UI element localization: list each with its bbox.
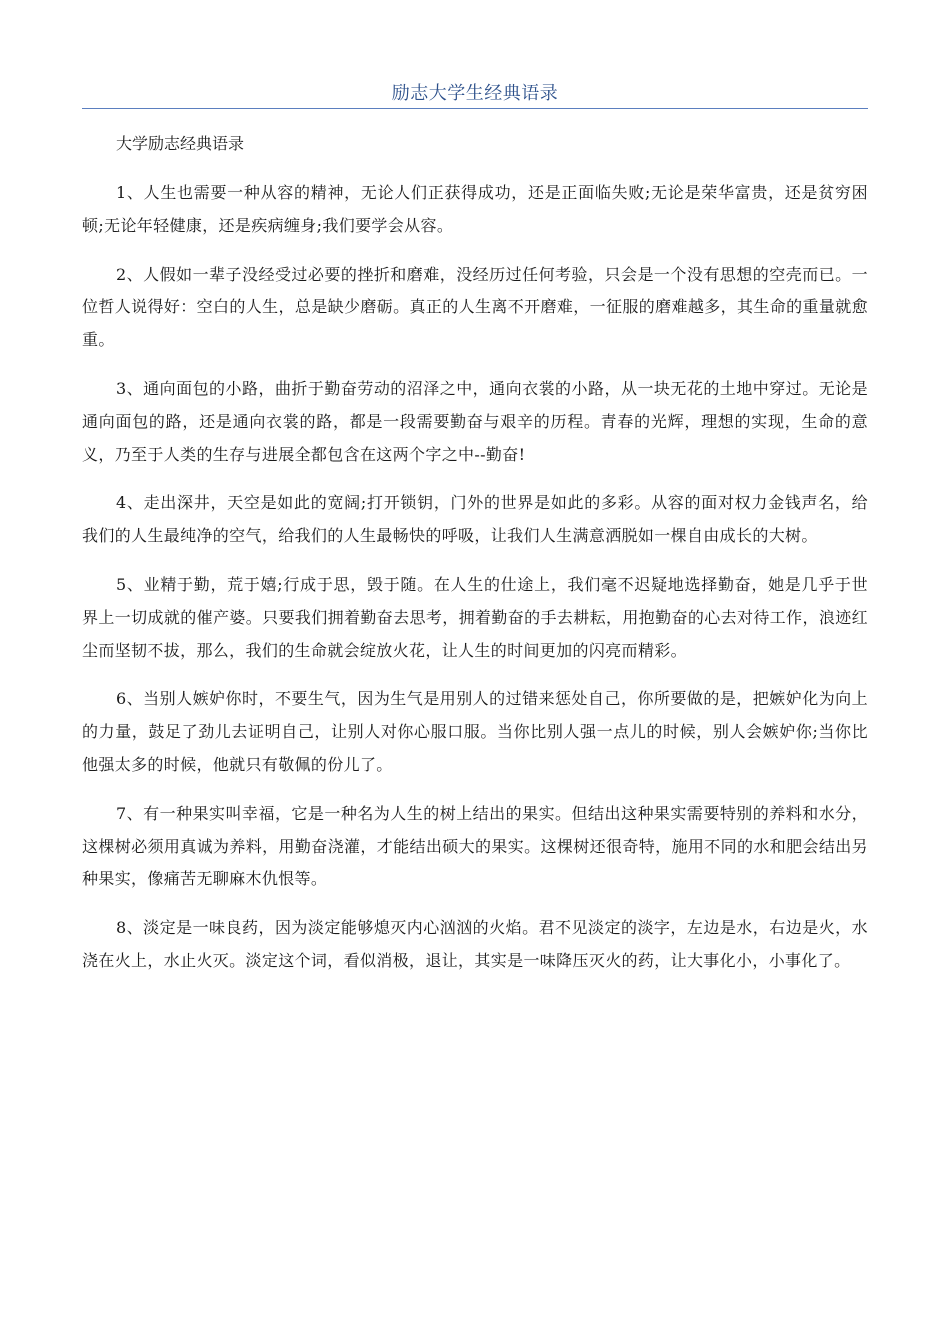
paragraph-1: 1、人生也需要一种从容的精神，无论人们正获得成功，还是正面临失败;无论是荣华富贵，还是贫穷困顿;无论年轻健康，还是疾病缠身;我们要学会从容。 (82, 183, 868, 235)
paragraph-6: 6、当别人嫉妒你时，不要生气，因为生气是用别人的过错来惩处自己，你所要做的是，把嫉妒化为向上的力量，鼓足了劲儿去证明自己，让别人对你心服口服。当你比别人强一点儿的时候，别人会嫉妒你;当你比他强太多的时候，他就只有敬佩的份儿了。 (82, 689, 868, 774)
paragraph-3: 3、通向面包的小路，曲折于勤奋劳动的沼泽之中，通向衣裳的小路，从一块无花的土地中穿过。无论是通向面包的路，还是通向衣裳的路，都是一段需要勤奋与艰辛的历程。青春的光辉，理想的实现，生命的意义，乃至于人类的生存与进展全都包含在这两个字之中--勤奋! (82, 378, 868, 464)
page-header (82, 0, 868, 109)
document-subtitle: 大学励志经典语录 (116, 134, 245, 153)
header-divider (82, 108, 868, 109)
document-body (82, 177, 868, 978)
paragraph-2: 2、人假如一辈子没经受过必要的挫折和磨难，没经历过任何考验，只会是一个没有思想的空壳而已。一位哲人说得好：空白的人生，总是缺少磨砺。真正的人生离不开磨难，一征服的磨难越多，其生命的重量就愈重。 (82, 264, 868, 350)
document-page (82, 0, 868, 978)
paragraph-7: 7、有一种果实叫幸福，它是一种名为人生的树上结出的果实。但结出这种果实需要特别的养料和水分，这棵树必须用真诚为养料，用勤奋浇灌，才能结出硕大的果实。这棵树还很奇特，施用不同的水和肥会结出另种果实，像痛苦无聊麻木仇恨等。 (82, 803, 868, 889)
header-title: 励志大学生经典语录 (391, 83, 559, 104)
paragraph-4: 4、走出深井，天空是如此的宽阔;打开锁钥，门外的世界是如此的多彩。从容的面对权力金钱声名，给我们的人生最纯净的空气，给我们的人生最畅快的呼吸，让我们人生满意洒脱如一棵自由成长的大树。 (82, 493, 868, 546)
paragraph-8: 8、淡定是一味良药，因为淡定能够熄灭内心汹汹的火焰。君不见淡定的淡字，左边是水，右边是火，水浇在火上，水止火灭。淡定这个词，看似消极，退让，其实是一味降压灭火的药，让大事化小，小事化了。 (82, 918, 868, 970)
paragraph-5: 5、业精于勤，荒于嬉;行成于思，毁于随。在人生的仕途上，我们毫不迟疑地选择勤奋，她是几乎于世界上一切成就的催产婆。只要我们拥着勤奋去思考，拥着勤奋的手去耕耘，用抱勤奋的心去对待工作，浪迹红尘而坚韧不拔，那么，我们的生命就会绽放火花，让人生的时间更加的闪亮而精彩。 (82, 574, 868, 660)
